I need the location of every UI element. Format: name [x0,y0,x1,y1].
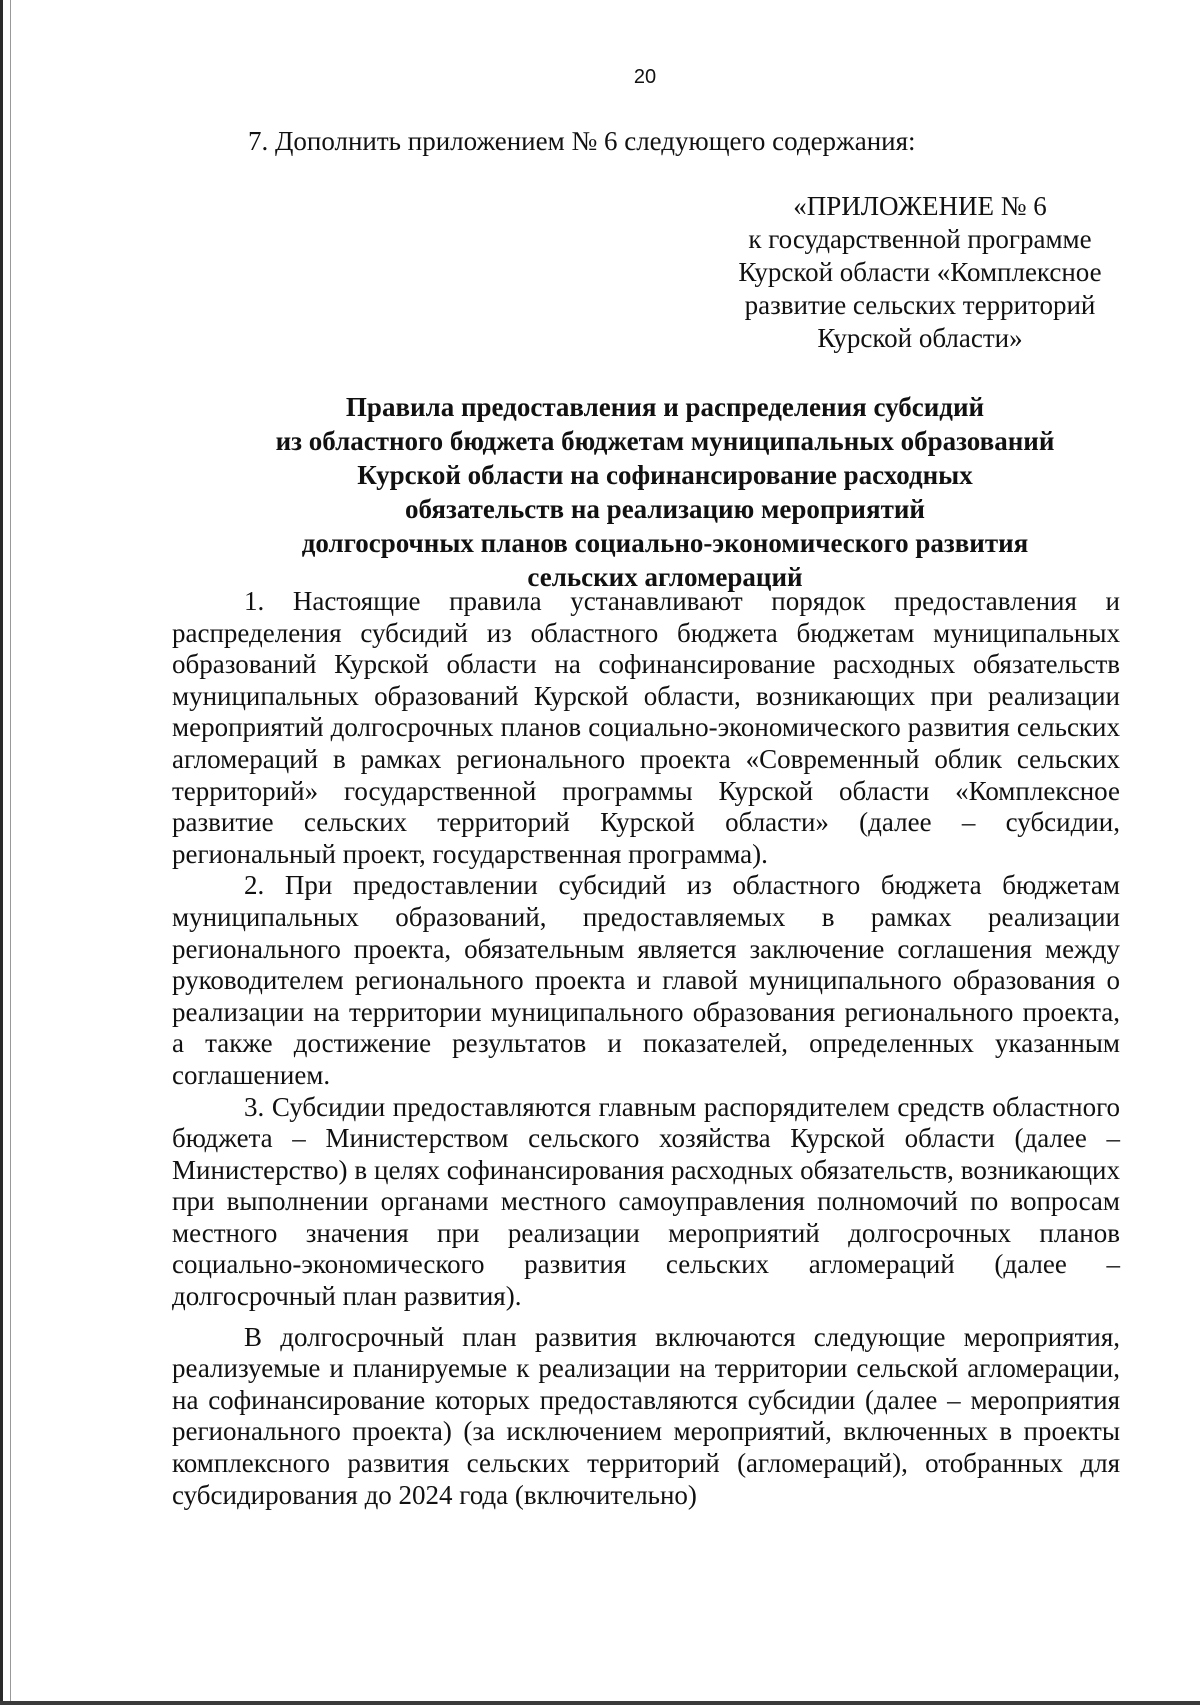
title-line: Курской области на софинансирование расходных [357,460,973,490]
paragraph-2: 2. При предоставлении субсидий из областного бюджета бюджетам муниципальных образований, предоставляемых в рамках реализации регионального проекта, обязательным является заключение соглашения между руководителем регионального проекта и главой муниципального образования о реализации на территории муниципального образования регионального проекта, а также достижение результатов и показателей, определенных указанным соглашением. [172,870,1120,1090]
appendix-header [700,190,1140,355]
appendix-line: Курской области» [817,323,1023,353]
paragraph-1: 1. Настоящие правила устанавливают порядок предоставления и распределения субсидий из областного бюджета бюджетам муниципальных образований Курской области на софинансирование расходных обязательств муниципальных образований Курской области, возникающих при реализации мероприятий долгосрочных планов социально-экономического развития сельских агломераций в рамках регионального проекта «Современный облик сельских территорий» государственной программы Курской области «Комплексное развитие сельских территорий Курской области» (далее – субсидии, региональный проект, государственная программа). [172,586,1120,869]
scan-edge-line [10,0,11,1705]
title-line: обязательств на реализацию мероприятий [405,494,925,524]
appendix-line: развитие сельских территорий [744,290,1096,320]
amendment-intro: 7. Дополнить приложением № 6 следующего содержания: [248,126,916,156]
appendix-line: к государственной программе [748,224,1092,254]
document-title [190,390,1140,594]
page-number: 20 [633,66,657,88]
title-line: сельских агломераций [527,562,803,592]
document-body [172,586,1120,1511]
title-line: из областного бюджета бюджетам муниципальных образований [275,426,1055,456]
paragraph-3: 3. Субсидии предоставляются главным распорядителем средств областного бюджета – Министерством сельского хозяйства Курской области (далее – Министерство) в целях софинансирования расходных обязательств, возникающих при выполнении органами местного самоуправления полномочий по вопросам местного значения при реализации мероприятий долгосрочных планов социально-экономического развития сельских агломераций (далее – долгосрочный план развития). [172,1091,1120,1312]
appendix-line: Курской области «Комплексное [738,257,1102,287]
paragraph-4: В долгосрочный план развития включаются следующие мероприятия, реализуемые и планируемые к реализации на территории сельской агломерации, на софинансирование которых предоставляются субсидии (далее – мероприятия регионального проекта) (за исключением мероприятий, включенных в проекты комплексного развития сельских территорий (агломераций), отобранных для субсидирования до 2024 года (включительно) [172,1321,1120,1510]
scan-edge-left [0,0,3,1705]
title-line: Правила предоставления и распределения субсидий [345,392,985,422]
title-line: долгосрочных планов социально-экономического развития [301,528,1029,558]
appendix-line: «ПРИЛОЖЕНИЕ № 6 [793,191,1047,221]
scan-edge-bottom [0,1701,1200,1705]
